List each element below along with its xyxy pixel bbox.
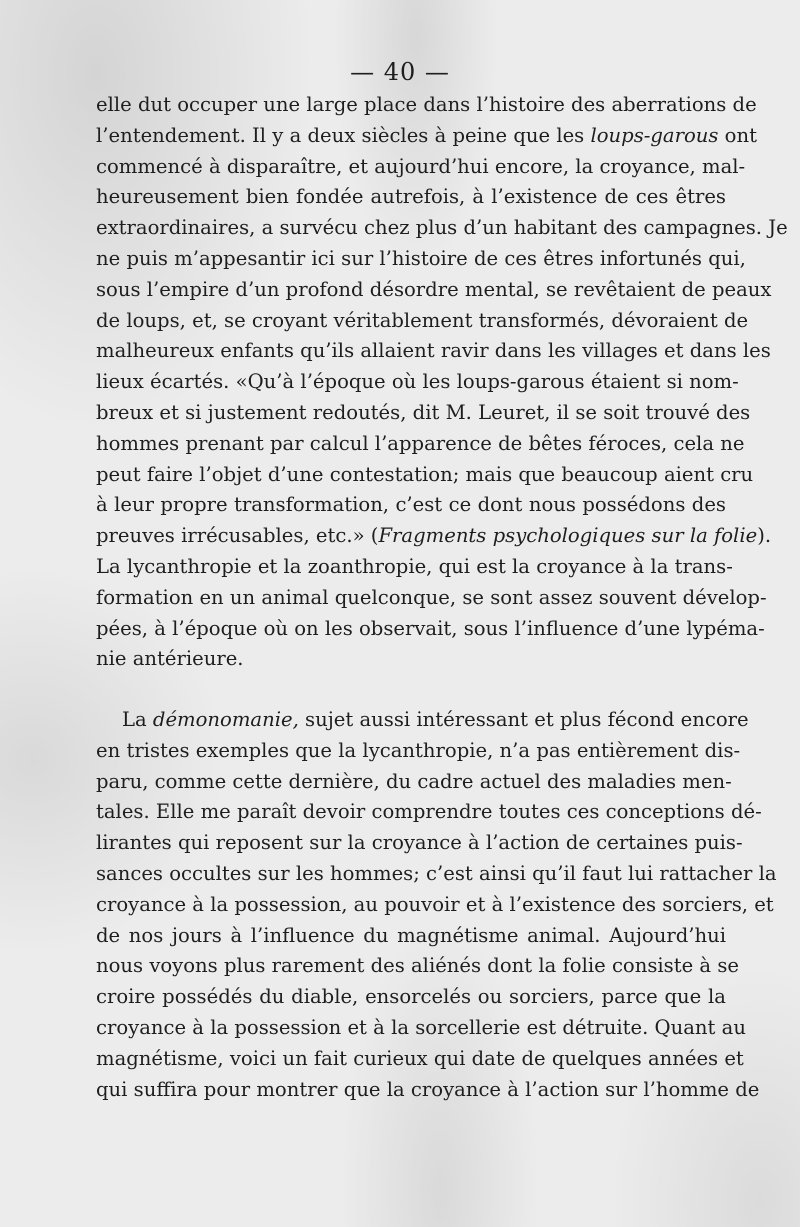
text-line <box>96 306 749 337</box>
text-run: lieux écartés. «Qu’à l’époque où les loups-garous étaient si nom- <box>96 370 739 394</box>
text-line <box>96 767 732 798</box>
text-run: extraordinaires, a survécu chez plus d’un habitant des campagnes. Je <box>96 216 788 240</box>
text-line <box>96 1044 744 1075</box>
text-run: breux et si justement redoutés, dit M. Leuret, il se soit trouvé des <box>96 400 751 424</box>
text-line <box>96 982 726 1013</box>
text-run: l’entendement. Il y a deux siècles à peine que les <box>96 123 591 147</box>
text-run: ne puis m’appesantir ici sur l’histoire de ces êtres infortunés qui, <box>96 246 746 270</box>
page-number: — 40 — <box>350 58 450 86</box>
text-run: en tristes exemples que la lycanthropie, n’a pas entièrement dis- <box>96 738 741 762</box>
text-line <box>96 736 741 767</box>
paragraph-lycanthropy <box>96 90 788 675</box>
text-run: lirantes qui reposent sur la croyance à l’action de certaines puis- <box>96 831 743 855</box>
text-run: sujet aussi intéressant et plus fécond encore <box>298 708 749 731</box>
text-run: tales. Elle me paraît devoir comprendre toutes ces conceptions dé- <box>96 800 762 824</box>
text-run: elle dut occuper une large place dans l’histoire des aberrations de <box>96 93 757 116</box>
text-run: hommes prenant par calcul l’apparence de bêtes féroces, cela ne <box>96 431 745 455</box>
text-line <box>96 921 726 952</box>
text-line <box>96 90 757 121</box>
text-line <box>96 644 726 675</box>
text-run: à leur propre transformation, c’est ce dont nous possédons des <box>96 493 726 517</box>
italic-run: Fragments psychologiques sur la folie <box>378 524 758 548</box>
text-line <box>96 583 767 614</box>
text-line <box>96 797 762 828</box>
text-line <box>96 490 726 521</box>
text-run: paru, comme cette dernière, du cadre actuel des maladies men- <box>96 769 732 793</box>
text-run: La lycanthropie et la zoanthropie, qui est la croyance à la trans- <box>96 554 733 578</box>
text-run: peut faire l’objet d’une contestation; mais que beaucoup aient cru <box>96 462 754 486</box>
text-run: malheureux enfants qu’ils allaient ravir dans les villages et dans les <box>96 339 771 363</box>
text-line <box>96 705 749 736</box>
text-run: de nos jours à l’influence du magnétisme animal. Aujourd’hui <box>96 923 726 947</box>
text-run: commencé à disparaître, et aujourd’hui encore, la croyance, mal- <box>96 154 746 178</box>
text-run: sous l’empire d’un profond désordre mental, se revêtaient de peaux <box>96 277 772 301</box>
text-line <box>96 828 743 859</box>
text-run: croyance à la possession, au pouvoir et à l’existence des sorciers, et <box>96 892 774 916</box>
text-line <box>96 398 751 429</box>
text-line <box>96 182 726 213</box>
text-run: qui suffira pour montrer que la croyance à l’action sur l’homme de <box>96 1077 760 1101</box>
text-run: La <box>122 708 153 731</box>
text-line <box>96 367 739 398</box>
text-run: croyance à la possession et à la sorcellerie est détruite. Quant au <box>96 1015 746 1039</box>
text-line <box>96 614 765 645</box>
paragraph-demonomania <box>96 705 777 1105</box>
text-run: ont <box>718 123 757 147</box>
text-run: preuves irrécusables, etc.» ( <box>96 524 379 548</box>
text-run: croire possédés du diable, ensorcelés ou sorciers, parce que la <box>96 985 726 1009</box>
text-run: nous voyons plus rarement des aliénés dont la folie consiste à se <box>96 954 739 978</box>
italic-run: démonomanie, <box>152 708 299 731</box>
text-line <box>96 552 733 583</box>
text-line <box>96 951 739 982</box>
text-run: pées, à l’époque où on les observait, sous l’influence d’une lypéma- <box>96 616 765 640</box>
text-line <box>96 521 772 552</box>
text-line <box>96 244 746 275</box>
text-line <box>96 336 771 367</box>
text-line <box>96 275 772 306</box>
text-line <box>96 152 746 183</box>
text-line <box>96 890 774 921</box>
text-line <box>96 1075 760 1106</box>
text-run: de loups, et, se croyant véritablement transformés, dévoraient de <box>96 308 749 332</box>
text-line <box>96 460 754 491</box>
text-line <box>96 859 777 890</box>
text-line <box>96 429 745 460</box>
text-line <box>96 121 757 152</box>
text-line <box>96 213 788 244</box>
italic-run: loups-garous <box>590 123 719 147</box>
text-run: sances occultes sur les hommes; c’est ainsi qu’il faut lui rattacher la <box>96 861 777 885</box>
text-run: formation en un animal quelconque, se sont assez souvent dévelop- <box>96 585 767 609</box>
text-run: heureusement bien fondée autrefois, à l’existence de ces êtres <box>96 185 726 209</box>
text-line <box>96 1013 746 1044</box>
text-run: ). <box>757 524 772 548</box>
text-run: nie antérieure. <box>96 647 244 671</box>
text-run: magnétisme, voici un fait curieux qui date de quelques années et <box>96 1046 744 1070</box>
